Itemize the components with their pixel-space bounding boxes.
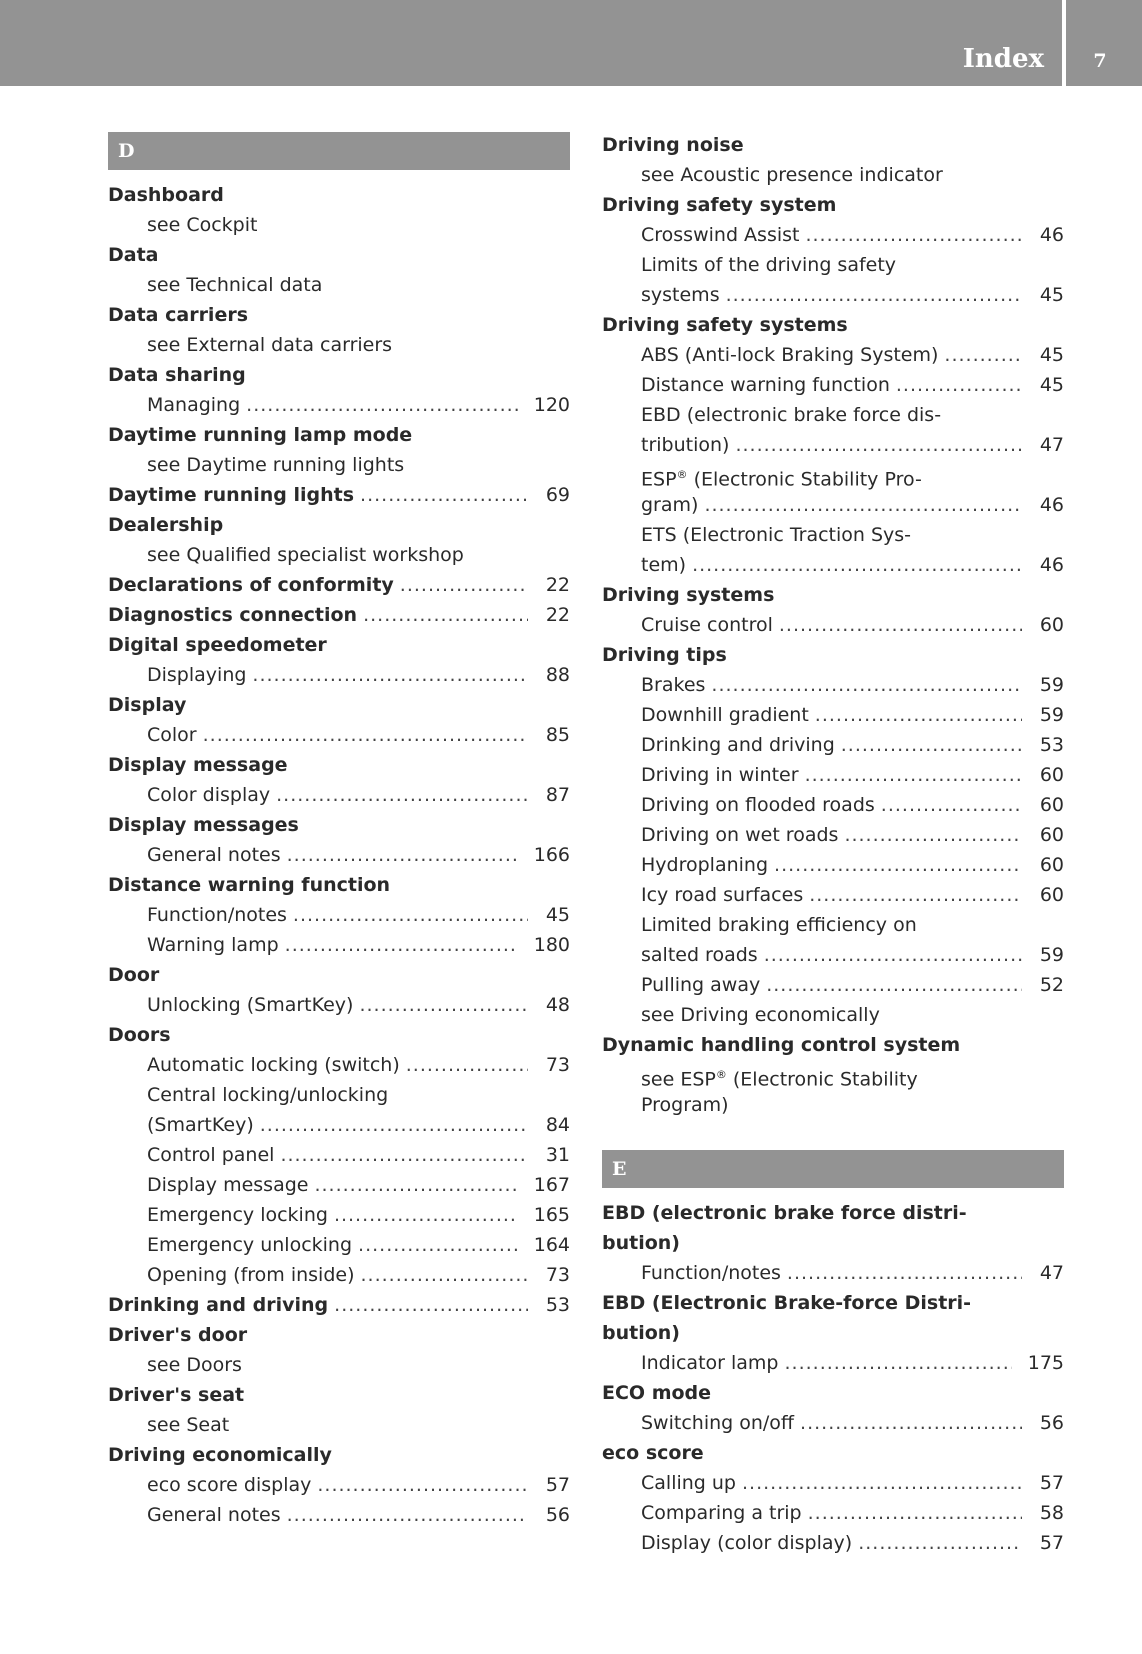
entry-label: Control panel [147, 1144, 275, 1166]
page-reference[interactable]: 166 [533, 844, 570, 866]
entry-label: Program) [641, 1094, 729, 1116]
index-subentry [602, 340, 1064, 370]
entry-label: Data [108, 244, 159, 266]
entry-label: Driving tips [602, 644, 727, 666]
index-subentry [108, 330, 570, 360]
dot-leader [363, 600, 528, 630]
entry-label: Dashboard [108, 184, 224, 206]
page-title: Index [962, 44, 1044, 74]
index-entry [602, 580, 1064, 610]
index-subentry [602, 1258, 1064, 1288]
page-reference[interactable]: 46 [1039, 554, 1064, 576]
index-entry [108, 690, 570, 720]
entry-label: ETS (Electronic Traction Sys- [641, 524, 912, 546]
dot-leader [841, 730, 1022, 760]
dot-leader [285, 930, 518, 960]
dot-leader [711, 670, 1022, 700]
index-subentry [602, 760, 1064, 790]
index-entry [108, 1440, 570, 1470]
entry-label: Dealership [108, 514, 224, 536]
index-subentry [108, 1200, 570, 1230]
dot-leader [260, 1110, 528, 1140]
page-reference[interactable]: 45 [545, 904, 570, 926]
index-subentry [108, 1110, 570, 1140]
index-subentry [602, 490, 1064, 520]
dot-leader [361, 1260, 529, 1290]
index-entry [108, 1290, 570, 1320]
index-subentry [108, 840, 570, 870]
entry-label: Driving on wet roads [641, 824, 839, 846]
dot-leader [944, 340, 1022, 370]
page-number-box [1066, 0, 1142, 86]
entry-label: Daytime running lamp mode [108, 424, 413, 446]
page-number: 7 [1093, 50, 1107, 72]
entry-label: see ESP® (Electronic Stability [641, 1068, 918, 1091]
dot-leader [360, 480, 528, 510]
dot-leader [406, 1050, 528, 1080]
dot-leader [293, 900, 528, 930]
index-subentry [602, 250, 1064, 280]
dot-leader [280, 1140, 528, 1170]
page-reference[interactable]: 73 [545, 1054, 570, 1076]
index-subentry [602, 550, 1064, 580]
dot-leader [203, 720, 528, 750]
entry-label: Color [147, 724, 197, 746]
index-entry [602, 1198, 1064, 1228]
index-subentry [108, 540, 570, 570]
index-entry [108, 420, 570, 450]
index-subentry [602, 820, 1064, 850]
dot-leader [692, 550, 1022, 580]
index-entry [108, 300, 570, 330]
entry-label: see Seat [147, 1414, 230, 1436]
index-subentry [108, 900, 570, 930]
index-entry [108, 570, 570, 600]
entry-label: Driver's seat [108, 1384, 245, 1406]
index-subentry [108, 1050, 570, 1080]
page-reference[interactable]: 57 [1039, 1532, 1064, 1554]
index-subentry [602, 160, 1064, 190]
dot-leader [844, 820, 1022, 850]
entry-label: bution) [602, 1322, 680, 1344]
index-subentry [602, 1498, 1064, 1528]
entry-label: salted roads [641, 944, 758, 966]
index-subentry [108, 720, 570, 750]
entry-label: Data carriers [108, 304, 249, 326]
index-entry [602, 1030, 1064, 1060]
dot-leader [735, 430, 1022, 460]
index-subentry [602, 1090, 1064, 1120]
dot-leader [805, 760, 1022, 790]
entry-label: Function/notes [147, 904, 287, 926]
dot-leader [805, 220, 1022, 250]
dot-leader [896, 370, 1022, 400]
page-reference[interactable]: 60 [1039, 614, 1064, 636]
dot-leader [815, 700, 1022, 730]
entry-label: Driving systems [602, 584, 775, 606]
entry-label: EBD (Electronic Brake-force Distri- [602, 1292, 972, 1314]
entry-label: Opening (from inside) [147, 1264, 355, 1286]
index-subentry [602, 1408, 1064, 1438]
index-subentry [602, 880, 1064, 910]
entry-label: Warning lamp [147, 934, 279, 956]
index-subentry [108, 1410, 570, 1440]
entry-label: Distance warning function [108, 874, 391, 896]
dot-leader [400, 570, 528, 600]
entry-label: Switching on/off [641, 1412, 795, 1434]
index-subentry [602, 730, 1064, 760]
entry-label: tribution) [641, 434, 730, 456]
entry-label: see Acoustic presence indicator [641, 164, 943, 186]
entry-label: Declarations of conformity [108, 574, 394, 596]
index-subentry [602, 910, 1064, 940]
page-reference[interactable]: 52 [1039, 974, 1064, 996]
entry-label: Driving noise [602, 134, 744, 156]
page-reference[interactable]: 53 [545, 1294, 570, 1316]
dot-leader [800, 1408, 1022, 1438]
page-reference[interactable]: 60 [1039, 824, 1064, 846]
entry-label: ESP® (Electronic Stability Pro- [641, 468, 922, 491]
index-entry [602, 130, 1064, 160]
page-reference[interactable]: 87 [545, 784, 570, 806]
index-subentry [602, 1060, 1064, 1090]
index-column-left [108, 132, 570, 1530]
page-reference[interactable]: 22 [545, 604, 570, 626]
page-reference[interactable]: 57 [1039, 1472, 1064, 1494]
index-subentry [108, 270, 570, 300]
index-subentry [602, 280, 1064, 310]
entry-label: Crosswind Assist [641, 224, 800, 246]
entry-label: Central locking/unlocking [147, 1084, 389, 1106]
index-subentry [602, 460, 1064, 490]
index-column-right [602, 130, 1064, 1558]
dot-leader [317, 1470, 528, 1500]
page-reference[interactable]: 60 [1039, 794, 1064, 816]
entry-label: Display (color display) [641, 1532, 853, 1554]
entry-label: see External data carriers [147, 334, 393, 356]
index-subentry [602, 520, 1064, 550]
index-subentry [602, 940, 1064, 970]
entry-label: Color display [147, 784, 271, 806]
entry-label: Diagnostics connection [108, 604, 358, 626]
entry-label: see Technical data [147, 274, 323, 296]
index-subentry [108, 1470, 570, 1500]
index-subentry [602, 1468, 1064, 1498]
entry-label: eco score display [147, 1474, 312, 1496]
entry-label: Indicator lamp [641, 1352, 779, 1374]
entry-label: see Driving economically [641, 1004, 880, 1026]
entry-label: see Doors [147, 1354, 242, 1376]
page-reference[interactable]: 60 [1039, 764, 1064, 786]
index-entry [108, 360, 570, 390]
entry-label: Cruise control [641, 614, 773, 636]
page-reference[interactable]: 164 [533, 1234, 570, 1256]
entry-label: Calling up [641, 1472, 736, 1494]
page-reference[interactable]: 31 [545, 1144, 570, 1166]
entry-label: gram) [641, 494, 699, 516]
index-entry [108, 630, 570, 660]
entry-label: Downhill gradient [641, 704, 809, 726]
entry-label: Display messages [108, 814, 299, 836]
entry-label: Icy road surfaces [641, 884, 804, 906]
index-entry [108, 240, 570, 270]
index-entry [602, 640, 1064, 670]
page-reference[interactable]: 45 [1039, 344, 1064, 366]
index-subentry [108, 210, 570, 240]
page-reference[interactable]: 84 [545, 1114, 570, 1136]
page-reference[interactable]: 88 [545, 664, 570, 686]
section-header-letter: E [602, 1150, 1064, 1188]
index-entry [108, 750, 570, 780]
page-reference[interactable]: 56 [545, 1504, 570, 1526]
index-subentry [108, 1170, 570, 1200]
page-reference[interactable]: 47 [1039, 1262, 1064, 1284]
index-entry [108, 480, 570, 510]
entry-label: EBD (electronic brake force distri- [602, 1202, 967, 1224]
index-entry [108, 870, 570, 900]
entry-label: systems [641, 284, 720, 306]
index-subentry [602, 1528, 1064, 1558]
index-entry [108, 600, 570, 630]
page-reference[interactable]: 47 [1039, 434, 1064, 456]
page-reference[interactable]: 175 [1027, 1352, 1064, 1374]
index-subentry [108, 1140, 570, 1170]
dot-leader [287, 840, 518, 870]
dot-leader [704, 490, 1022, 520]
index-subentry [602, 700, 1064, 730]
entry-label: EBD (electronic brake force dis- [641, 404, 942, 426]
entry-label: (SmartKey) [147, 1114, 254, 1136]
dot-leader [334, 1290, 528, 1320]
entry-label: General notes [147, 1504, 281, 1526]
entry-label: Dynamic handling control system [602, 1034, 961, 1056]
index-subentry [602, 670, 1064, 700]
entry-label: bution) [602, 1232, 680, 1254]
section-header-letter: D [108, 132, 570, 170]
entry-label: eco score [602, 1442, 704, 1464]
index-entry [108, 1380, 570, 1410]
index-subentry [108, 990, 570, 1020]
dot-leader [314, 1170, 517, 1200]
dot-leader [779, 610, 1022, 640]
dot-leader [808, 1498, 1022, 1528]
index-subentry [108, 1260, 570, 1290]
page-reference[interactable]: 22 [545, 574, 570, 596]
dot-leader [858, 1528, 1022, 1558]
entry-label: Driving in winter [641, 764, 799, 786]
page-reference[interactable]: 59 [1039, 674, 1064, 696]
entry-label: Driving economically [108, 1444, 332, 1466]
entry-label: Hydroplaning [641, 854, 769, 876]
page-reference[interactable]: 59 [1039, 944, 1064, 966]
index-subentry [602, 220, 1064, 250]
dot-leader [881, 790, 1022, 820]
index-subentry [602, 790, 1064, 820]
index-entry [108, 1320, 570, 1350]
index-subentry [602, 370, 1064, 400]
index-entry [602, 310, 1064, 340]
index-subentry [108, 450, 570, 480]
entry-label: Limits of the driving safety [641, 254, 897, 276]
index-entry [602, 1378, 1064, 1408]
entry-label: ECO mode [602, 1382, 712, 1404]
dot-leader [809, 880, 1022, 910]
page-reference[interactable]: 69 [545, 484, 570, 506]
entry-label: Door [108, 964, 160, 986]
entry-label: Limited braking efficiency on [641, 914, 917, 936]
page-reference[interactable]: 45 [1039, 374, 1064, 396]
index-subentry [108, 1230, 570, 1260]
entry-label: Driving on flooded roads [641, 794, 875, 816]
index-subentry [602, 400, 1064, 430]
header-bar [0, 0, 1062, 86]
entry-label: Function/notes [641, 1262, 781, 1284]
entry-label: see Daytime running lights [147, 454, 405, 476]
entry-label: Displaying [147, 664, 247, 686]
page-reference[interactable]: 165 [533, 1204, 570, 1226]
index-subentry [108, 1350, 570, 1380]
page-reference[interactable]: 48 [545, 994, 570, 1016]
index-subentry [602, 1348, 1064, 1378]
dot-leader [787, 1258, 1022, 1288]
entry-label: Display message [108, 754, 288, 776]
dot-leader [334, 1200, 518, 1230]
dot-leader [764, 940, 1022, 970]
entry-label: Pulling away [641, 974, 761, 996]
page-reference[interactable]: 45 [1039, 284, 1064, 306]
entry-label: Display [108, 694, 187, 716]
index-subentry [602, 850, 1064, 880]
index-entry [602, 1438, 1064, 1468]
entry-label: ABS (Anti-lock Braking System) [641, 344, 939, 366]
entry-label: Comparing a trip [641, 1502, 802, 1524]
entry-label: Driver's door [108, 1324, 248, 1346]
dot-leader [785, 1348, 1012, 1378]
dot-leader [742, 1468, 1022, 1498]
page-reference[interactable]: 60 [1039, 884, 1064, 906]
index-subentry [602, 970, 1064, 1000]
index-entry [108, 1020, 570, 1050]
index-subentry [108, 1500, 570, 1530]
index-entry [602, 1288, 1064, 1318]
entry-label: Driving safety system [602, 194, 837, 216]
dot-leader [276, 780, 528, 810]
page-reference[interactable]: 180 [533, 934, 570, 956]
dot-leader [252, 660, 528, 690]
page-reference[interactable]: 85 [545, 724, 570, 746]
index-subentry [108, 660, 570, 690]
index-subentry [108, 1080, 570, 1110]
index-subentry [602, 1000, 1064, 1030]
entry-label: tem) [641, 554, 687, 576]
index-subentry [108, 780, 570, 810]
entry-label: Daytime running lights [108, 484, 355, 506]
dot-leader [359, 990, 528, 1020]
entry-label: see Qualified specialist workshop [147, 544, 464, 566]
page-reference[interactable]: 73 [545, 1264, 570, 1286]
entry-label: Digital speedometer [108, 634, 327, 656]
page-reference[interactable]: 53 [1039, 734, 1064, 756]
page-reference[interactable]: 120 [533, 394, 570, 416]
entry-label: Drinking and driving [108, 1294, 329, 1316]
page-reference[interactable]: 167 [533, 1174, 570, 1196]
entry-label: Managing [147, 394, 241, 416]
dot-leader [358, 1230, 518, 1260]
entry-label: Unlocking (SmartKey) [147, 994, 354, 1016]
page-reference[interactable]: 56 [1039, 1412, 1064, 1434]
entry-label: Doors [108, 1024, 171, 1046]
page-reference[interactable]: 46 [1039, 494, 1064, 516]
index-entry [602, 1318, 1064, 1348]
index-entry [602, 1228, 1064, 1258]
index-subentry [108, 390, 570, 420]
entry-label: Distance warning function [641, 374, 890, 396]
entry-label: see Cockpit [147, 214, 258, 236]
entry-label: Driving safety systems [602, 314, 848, 336]
page-reference[interactable]: 46 [1039, 224, 1064, 246]
entry-label: Automatic locking (switch) [147, 1054, 400, 1076]
entry-label: Data sharing [108, 364, 246, 386]
entry-label: Brakes [641, 674, 706, 696]
page-reference[interactable]: 60 [1039, 854, 1064, 876]
entry-label: General notes [147, 844, 281, 866]
index-subentry [602, 610, 1064, 640]
index-subentry [602, 430, 1064, 460]
entry-label: Drinking and driving [641, 734, 835, 756]
index-subentry [108, 930, 570, 960]
dot-leader [287, 1500, 528, 1530]
index-entry [108, 960, 570, 990]
dot-leader [726, 280, 1022, 310]
index-entry [602, 190, 1064, 220]
index-entry [108, 510, 570, 540]
entry-label: Emergency locking [147, 1204, 328, 1226]
page-reference[interactable]: 58 [1039, 1502, 1064, 1524]
page-reference[interactable]: 59 [1039, 704, 1064, 726]
entry-label: Emergency unlocking [147, 1234, 353, 1256]
index-entry [108, 180, 570, 210]
dot-leader [246, 390, 518, 420]
dot-leader [766, 970, 1022, 1000]
page-reference[interactable]: 57 [545, 1474, 570, 1496]
index-entry [108, 810, 570, 840]
dot-leader [774, 850, 1022, 880]
entry-label: Display message [147, 1174, 309, 1196]
